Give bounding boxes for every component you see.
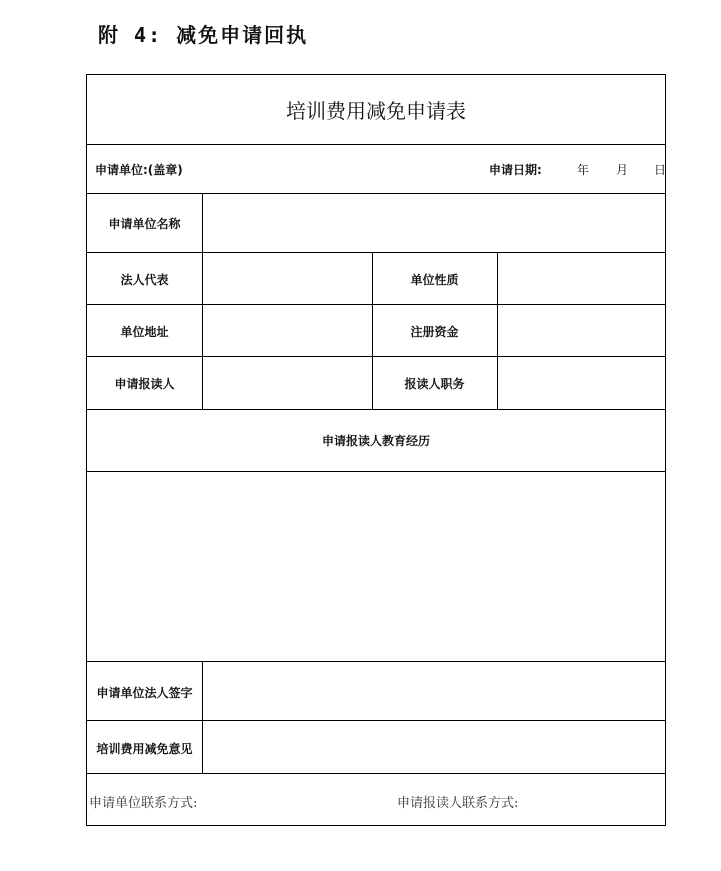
legal-rep-label: 法人代表 xyxy=(120,273,169,287)
applicant-contact-label: 申请报读人联系方式: xyxy=(397,796,519,811)
divider xyxy=(87,773,665,774)
divider xyxy=(87,356,665,357)
applicant-position-label: 报读人职务 xyxy=(404,377,465,391)
education-label: 申请报读人教育经历 xyxy=(321,434,430,448)
divider xyxy=(87,409,665,410)
divider xyxy=(87,252,665,253)
unit-address-label: 单位地址 xyxy=(120,325,169,339)
month-label: 月 xyxy=(616,163,629,177)
registered-capital-label: 注册资金 xyxy=(410,325,459,339)
divider xyxy=(87,720,665,721)
divider xyxy=(87,193,665,194)
divider xyxy=(497,252,498,409)
year-label: 年 xyxy=(577,163,590,177)
fee-opinion-label: 培训费用减免意见 xyxy=(96,742,193,756)
form-title: 培训费用减免申请表 xyxy=(286,99,466,123)
attachment-title: 附 4: 减免申请回执 xyxy=(98,23,309,47)
unit-contact-label: 申请单位联系方式: xyxy=(89,796,198,811)
divider xyxy=(372,252,373,409)
unit-name-label: 申请单位名称 xyxy=(108,217,181,231)
divider xyxy=(87,144,665,145)
legal-signature-label: 申请单位法人签字 xyxy=(96,686,193,700)
divider xyxy=(87,304,665,305)
unit-nature-label: 单位性质 xyxy=(410,273,459,287)
apply-date-label: 申请日期: xyxy=(489,163,542,177)
day-label: 日 xyxy=(654,163,667,177)
divider xyxy=(202,193,203,409)
applicant-unit-seal-label: 申请单位:(盖章) xyxy=(95,163,183,177)
divider xyxy=(202,661,203,773)
divider xyxy=(87,471,665,472)
divider xyxy=(87,661,665,662)
applicant-label: 申请报读人 xyxy=(114,377,175,391)
application-form xyxy=(86,74,666,826)
